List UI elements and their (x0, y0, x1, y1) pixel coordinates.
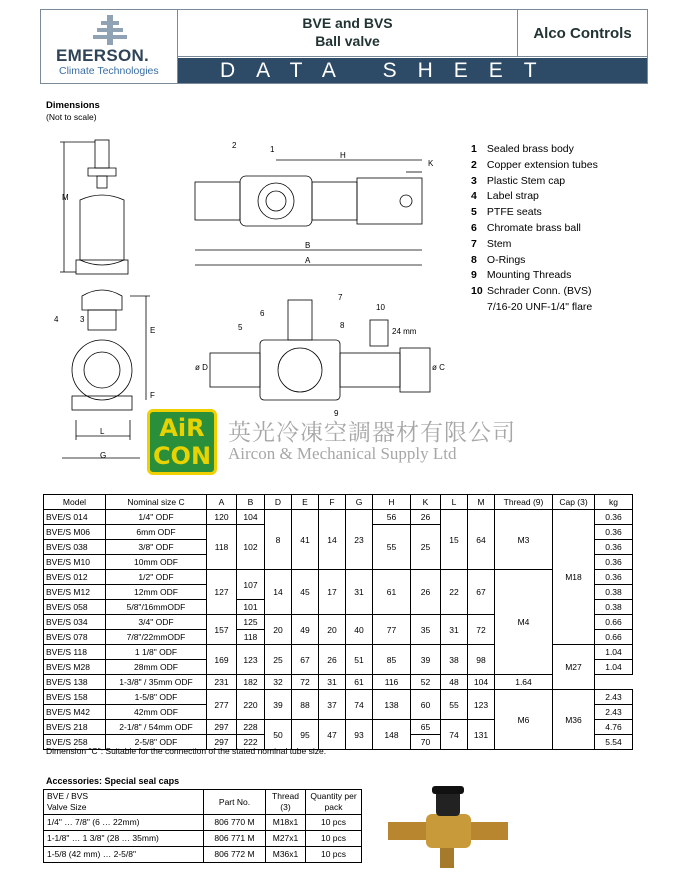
data-sheet-banner: DATA SHEET (178, 58, 647, 83)
dim-label-24mm: 24 mm (392, 327, 417, 336)
table-row: BVE/S 058 5/8"/16mmODF 101 0.38 (44, 600, 633, 615)
table-row: BVE/S 014 1/4" ODF 120 104 8 41 14 23 56 26 15 64 M3 M18 0.36 (44, 510, 633, 525)
legend-item: 7 Stem (471, 237, 512, 250)
logo-text: EMERSON. (56, 46, 150, 65)
legend-item: 6 Chromate brass ball (471, 221, 581, 234)
legend-item: 2 Copper extension tubes (471, 158, 598, 171)
table-row: BVE/S M06 6mm ODF 118 102 55 25 0.36 (44, 525, 633, 540)
table-header-row: BVE / BVS Valve Size Part No. Thread (3) Quantity per pack (44, 790, 362, 815)
callout-5: 5 (238, 323, 243, 332)
dim-label-h: H (340, 151, 346, 160)
dim-label-f: F (150, 391, 155, 400)
table-row: 1/4" … 7/8" (6 … 22mm) 806 770 M M18x1 10 pcs (44, 815, 362, 831)
callout-9: 9 (334, 409, 339, 418)
callout-6: 6 (260, 309, 265, 318)
accessories-table (43, 789, 362, 863)
table-row: BVE/S M28 28mm ODF 1.04 (44, 660, 633, 675)
callout-2: 2 (232, 141, 237, 150)
table-row: BVE/S 012 1/2" ODF 127 107 14 45 17 31 61 26 22 67 M4 0.36 (44, 570, 633, 585)
document-title (178, 10, 518, 57)
dim-label-d: ø D (195, 363, 208, 372)
legend-item: 4 Label strap (471, 190, 539, 203)
accessories-title: Accessories: Special seal caps (46, 776, 180, 786)
table-row: BVE/S 118 1 1/8" ODF 169 123 25 67 26 51 85 39 38 98 M27 1.04 (44, 645, 633, 660)
table-row: BVE/S 138 1-3/8" / 35mm ODF 231 182 32 72 31 61 116 52 48 104 1.64 (44, 675, 633, 690)
aircon-watermark-logo: AiR CON (147, 409, 217, 475)
dimensions-subtitle: (Not to scale) (46, 112, 97, 122)
title-line-1: BVE and BVS (302, 15, 393, 31)
emerson-logo (41, 10, 178, 83)
callout-8: 8 (340, 321, 345, 330)
table-row: BVE/S 078 7/8"/22mmODF 118 0.66 (44, 630, 633, 645)
legend-item: 7/16-20 UNF-1/4" flare (487, 300, 593, 313)
dim-label-m: M (62, 193, 69, 202)
dimensions-title: Dimensions (46, 100, 100, 111)
table-row: BVE/S 158 1-5/8" ODF 277 220 39 88 37 74 138 60 55 123 M6 M36 2.43 (44, 690, 633, 705)
table-row: 1-1/8" … 1 3/8" (28 … 35mm) 806 771 M M27x1 10 pcs (44, 831, 362, 847)
table-row: BVE/S M42 42mm ODF 2.43 (44, 705, 633, 720)
ball-valve-photo (388, 782, 508, 877)
legend-item: 9 Mounting Threads (471, 269, 572, 282)
dim-label-a: A (305, 256, 311, 265)
title-line-2: Ball valve (315, 33, 380, 49)
table-row: BVE/S 218 2-1/8" / 54mm ODF 297 228 50 95 47 93 148 65 74 131 4.76 (44, 720, 633, 735)
callout-4: 4 (54, 315, 59, 324)
parts-legend (471, 142, 598, 316)
watermark-chinese-name: 英光冷凍空調器材有限公司 (228, 420, 516, 446)
legend-item: 3 Plastic Stem cap (471, 174, 566, 187)
emerson-emblem-icon (92, 15, 128, 45)
table-row: BVE/S 258 2-5/8" ODF 297 222 70 5.54 (44, 735, 633, 750)
dim-label-b: B (305, 241, 311, 250)
dim-label-c: ø C (432, 363, 445, 372)
legend-item: 1 Sealed brass body (471, 143, 574, 155)
legend-item: 5 PTFE seats (471, 206, 542, 219)
dim-label-g: G (100, 451, 107, 460)
callout-10: 10 (376, 303, 385, 312)
watermark-english-name: Aircon & Mechanical Supply Ltd (228, 444, 457, 463)
brand-name: Alco Controls (518, 10, 647, 57)
table-row: BVE/S M12 12mm ODF 0.38 (44, 585, 633, 600)
dim-label-l: L (100, 427, 105, 436)
document-header (40, 9, 648, 84)
table-header-row: Model Nominal size C A B D E F G H K L M Thread (9) Cap (3) kg (44, 495, 633, 510)
table-row: BVE/S M10 10mm ODF 0.36 (44, 555, 633, 570)
callout-7: 7 (338, 293, 343, 302)
logo-subtitle: Climate Technologies (59, 65, 159, 77)
callout-3: 3 (80, 315, 85, 324)
dim-label-e: E (150, 326, 156, 335)
legend-item: 10 Schrader Conn. (BVS) (471, 285, 592, 298)
callout-1: 1 (270, 145, 275, 154)
dimension-note: Dimension "C": Suitable for the connection of the stated nominal tube size. (46, 746, 327, 756)
table-row: BVE/S 034 3/4" ODF 157 125 20 49 20 40 77 35 31 72 0.66 (44, 615, 633, 630)
dim-label-k: K (428, 159, 434, 168)
table-row: BVE/S 038 3/8" ODF 0.36 (44, 540, 633, 555)
table-row: 1-5/8 (42 mm) … 2-5/8" 806 772 M M36x1 10 pcs (44, 847, 362, 863)
specification-table (43, 494, 633, 750)
legend-item: 8 O-Rings (471, 253, 526, 266)
